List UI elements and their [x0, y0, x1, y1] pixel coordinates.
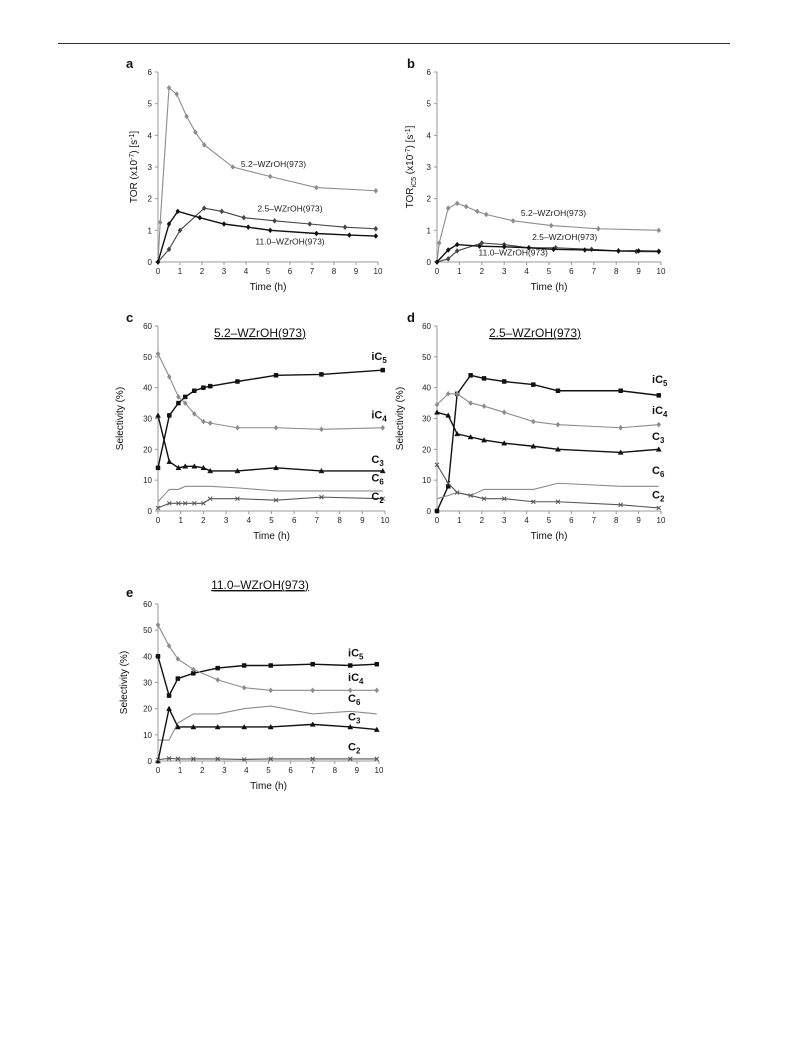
- series-line: [158, 415, 383, 471]
- series-ic4: [435, 391, 668, 430]
- y-tick-label: 1: [147, 226, 152, 236]
- x-tick-label: 7: [591, 267, 597, 276]
- data-point: [274, 425, 278, 430]
- series-label: $iC_5$: [371, 350, 387, 365]
- series-label: $iC_4$: [371, 409, 387, 424]
- x-tick-label: 0: [155, 267, 161, 276]
- series-c6: [158, 693, 377, 740]
- series-label: $iC_5$: [652, 374, 668, 389]
- y-tick-label: 20: [422, 445, 431, 455]
- series-line: [158, 497, 383, 508]
- x-tick-label: 1: [177, 267, 183, 276]
- data-point: [657, 393, 661, 397]
- x-tick-label: 2: [199, 766, 205, 775]
- panel-e: [119, 578, 384, 792]
- x-tick-label: 8: [613, 267, 619, 276]
- y-tick-label: 20: [143, 445, 152, 455]
- data-point: [167, 706, 172, 711]
- y-tick-label: 6: [147, 68, 152, 77]
- x-tick-label: 3: [221, 267, 227, 276]
- data-point: [482, 404, 486, 409]
- data-point: [469, 401, 473, 406]
- series-2-5-wzroh-973-: [156, 203, 378, 264]
- data-point: [242, 215, 246, 220]
- x-tick-label: 7: [310, 766, 315, 775]
- data-point: [319, 427, 323, 432]
- x-tick-label: 1: [457, 267, 462, 276]
- y-tick-label: 60: [422, 322, 431, 331]
- data-point: [242, 685, 246, 690]
- x-tick-label: 8: [337, 516, 342, 525]
- data-point: [348, 688, 352, 693]
- data-point: [455, 201, 459, 206]
- y-axis-label: $TOR_{iC5}$ $(x10^{-7})$ $[s^{-1}]$: [405, 125, 418, 209]
- panel-c: [115, 310, 390, 542]
- series-c2: [156, 742, 379, 762]
- series-label: $C_6$: [652, 465, 665, 479]
- x-tick-label: 2: [201, 516, 206, 525]
- panel-title: 11.0–WZrOH(973): [211, 578, 309, 592]
- series-line: [437, 375, 659, 511]
- x-tick-label: 0: [155, 766, 161, 775]
- series-label: $C_6$: [348, 693, 361, 708]
- x-tick-label: 4: [243, 267, 249, 276]
- y-tick-label: 4: [426, 131, 431, 141]
- x-tick-label: 5: [546, 267, 552, 276]
- series-label: 5.2–WZrOH(973): [520, 208, 587, 219]
- x-tick-label: 2: [479, 267, 485, 276]
- x-axis-label: Time (h): [253, 531, 290, 542]
- y-tick-label: 10: [422, 476, 431, 486]
- series-label: $C_3$: [348, 711, 361, 726]
- data-point: [314, 185, 318, 190]
- y-tick-label: 5: [147, 99, 152, 109]
- x-axis-label: Time (h): [250, 781, 287, 792]
- data-point: [347, 233, 351, 238]
- x-tick-label: 7: [309, 267, 315, 276]
- y-axis-label: TOR $(x10^{-7})$ $[s^{-1}]$: [129, 130, 140, 204]
- x-tick-label: 1: [178, 516, 183, 525]
- y-tick-label: 30: [422, 414, 431, 424]
- x-tick-label: 4: [246, 516, 252, 525]
- data-point: [556, 389, 560, 393]
- series-11-0-wzroh-973-: [156, 209, 378, 265]
- x-tick-label: 4: [244, 766, 249, 775]
- x-tick-label: 0: [434, 267, 440, 276]
- y-tick-label: 60: [143, 322, 152, 331]
- data-point: [216, 666, 220, 670]
- x-tick-label: 5: [546, 516, 552, 525]
- x-tick-label: 5: [266, 766, 271, 775]
- series-line: [158, 625, 377, 690]
- series-label: 11.0–WZrOH(973): [478, 247, 548, 258]
- y-tick-label: 5: [426, 99, 431, 109]
- panel-letter: c: [126, 310, 134, 325]
- data-point: [511, 218, 515, 223]
- x-tick-label: 10: [656, 516, 666, 525]
- panel-title: 2.5–WZrOH(973): [488, 326, 582, 340]
- data-point: [596, 226, 600, 231]
- y-tick-label: 40: [422, 383, 431, 393]
- x-tick-label: 3: [501, 267, 507, 276]
- x-tick-label: 4: [524, 267, 529, 276]
- data-point: [374, 226, 378, 231]
- data-point: [590, 247, 594, 252]
- data-point: [374, 234, 378, 239]
- x-tick-label: 9: [360, 516, 365, 525]
- data-point: [657, 228, 661, 233]
- series-line: [158, 354, 383, 430]
- data-point: [619, 389, 623, 393]
- y-tick-label: 30: [143, 414, 152, 424]
- data-point: [375, 662, 379, 666]
- x-tick-label: 10: [374, 766, 384, 775]
- data-point: [437, 241, 441, 246]
- series-ic4: [156, 351, 387, 432]
- data-point: [531, 383, 535, 387]
- y-tick-label: 3: [426, 163, 431, 172]
- panel-b: [405, 56, 666, 293]
- data-point: [464, 204, 468, 209]
- series-line: [158, 758, 377, 759]
- x-tick-label: 8: [331, 267, 337, 276]
- data-point: [531, 419, 535, 424]
- data-point: [167, 694, 171, 698]
- panel-d: [395, 310, 668, 542]
- data-point: [314, 231, 318, 236]
- x-tick-label: 0: [434, 516, 440, 525]
- y-tick-label: 30: [143, 678, 152, 688]
- series-label: $C_6$: [371, 472, 384, 487]
- data-point: [381, 425, 385, 430]
- data-point: [556, 422, 560, 427]
- series-ic4: [156, 622, 379, 692]
- data-point: [156, 413, 161, 418]
- series-label: 2.5–WZrOH(973): [257, 203, 323, 214]
- data-point: [222, 222, 226, 227]
- data-point: [192, 389, 196, 393]
- x-tick-label: 10: [373, 267, 383, 276]
- series-label: $iC_5$: [348, 647, 364, 662]
- data-point: [435, 410, 440, 415]
- data-point: [455, 242, 459, 247]
- x-tick-label: 6: [569, 516, 574, 525]
- data-point: [469, 373, 473, 377]
- y-tick-label: 40: [143, 652, 152, 662]
- y-tick-label: 6: [426, 68, 431, 77]
- series-label: $C_3$: [371, 454, 384, 469]
- x-tick-label: 6: [287, 267, 293, 276]
- x-tick-label: 3: [222, 766, 227, 775]
- data-point: [268, 228, 272, 233]
- x-axis-label: Time (h): [530, 531, 568, 542]
- x-tick-label: 8: [332, 766, 338, 775]
- data-point: [268, 174, 272, 179]
- data-point: [156, 466, 160, 470]
- x-tick-label: 1: [177, 766, 183, 775]
- x-tick-label: 7: [591, 516, 597, 525]
- data-point: [269, 688, 273, 693]
- y-tick-label: 0: [147, 258, 152, 267]
- data-point: [208, 384, 212, 388]
- y-tick-label: 60: [143, 600, 152, 609]
- data-point: [156, 654, 160, 658]
- panel-letter: e: [126, 585, 134, 600]
- x-tick-label: 2: [199, 267, 205, 276]
- panel-a: [126, 56, 383, 293]
- panel-letter: d: [407, 310, 415, 325]
- x-tick-label: 9: [636, 267, 641, 276]
- data-point: [348, 663, 352, 667]
- y-tick-label: 50: [143, 626, 152, 636]
- x-tick-label: 3: [501, 516, 507, 525]
- data-point: [502, 410, 506, 415]
- x-tick-label: 6: [569, 267, 574, 276]
- series-11-0-wzroh-973-: [435, 242, 661, 264]
- y-tick-label: 50: [143, 352, 152, 362]
- data-point: [183, 395, 187, 399]
- series-label: $C_2$: [652, 489, 665, 504]
- x-tick-label: 9: [354, 766, 360, 775]
- x-tick-label: 8: [613, 516, 619, 525]
- data-point: [201, 386, 205, 390]
- x-tick-label: 10: [656, 267, 666, 276]
- series-c3: [156, 706, 380, 763]
- series-c2: [156, 491, 385, 510]
- data-point: [484, 212, 488, 217]
- data-point: [308, 222, 312, 227]
- y-tick-label: 0: [147, 507, 152, 516]
- series-2-5-wzroh-973-: [435, 232, 661, 265]
- data-point: [583, 247, 587, 252]
- data-point: [502, 380, 506, 384]
- x-tick-label: 9: [353, 267, 359, 276]
- data-point: [475, 209, 479, 214]
- data-point: [657, 422, 661, 427]
- x-tick-label: 9: [636, 516, 641, 525]
- series-c6: [437, 465, 665, 499]
- y-tick-label: 3: [147, 163, 152, 172]
- x-tick-label: 5: [269, 516, 274, 525]
- y-axis-label: Selectivity (%): [395, 386, 406, 451]
- series-c3: [435, 410, 665, 455]
- data-point: [273, 218, 277, 223]
- data-point: [235, 425, 239, 430]
- data-point: [158, 220, 162, 225]
- series-line: [437, 394, 659, 428]
- x-axis-label: Time (h): [530, 282, 568, 293]
- y-tick-label: 0: [426, 258, 431, 267]
- series-ic5: [435, 373, 668, 513]
- x-tick-label: 2: [479, 516, 485, 525]
- series-line: [158, 709, 377, 761]
- y-tick-label: 50: [422, 352, 431, 362]
- data-point: [381, 368, 385, 372]
- data-point: [235, 380, 239, 384]
- data-point: [220, 209, 224, 214]
- series-label: $iC_4$: [348, 672, 364, 687]
- panel-letter: a: [126, 56, 134, 71]
- x-tick-label: 1: [457, 516, 462, 525]
- series-line: [158, 706, 377, 740]
- y-tick-label: 2: [426, 194, 431, 204]
- data-point: [375, 688, 379, 693]
- series-label: $C_2$: [348, 741, 361, 756]
- data-point: [311, 688, 315, 693]
- y-tick-label: 20: [143, 704, 152, 714]
- x-tick-label: 0: [155, 516, 161, 525]
- data-point: [246, 225, 250, 230]
- x-tick-label: 4: [524, 516, 529, 525]
- series-c3: [156, 413, 386, 473]
- data-point: [269, 663, 273, 667]
- data-point: [216, 677, 220, 682]
- series-label: $C_2$: [371, 491, 384, 506]
- x-tick-label: 5: [265, 267, 271, 276]
- x-tick-label: 6: [291, 516, 297, 525]
- data-point: [374, 188, 378, 193]
- data-point: [242, 663, 246, 667]
- y-tick-label: 10: [143, 730, 152, 740]
- x-tick-label: 10: [380, 516, 390, 525]
- data-point: [446, 206, 450, 211]
- y-axis-label: Selectivity (%): [115, 386, 126, 451]
- data-point: [482, 376, 486, 380]
- data-point: [549, 223, 553, 228]
- panel-title: 5.2–WZrOH(973): [213, 326, 307, 340]
- y-tick-label: 0: [426, 507, 431, 516]
- x-axis-label: Time (h): [249, 282, 287, 293]
- data-point: [619, 425, 623, 430]
- series-label: 11.0–WZrOH(973): [255, 236, 325, 247]
- y-tick-label: 1: [426, 226, 431, 236]
- data-point: [167, 413, 171, 417]
- y-tick-label: 10: [143, 476, 152, 486]
- series-line: [437, 412, 659, 452]
- data-point: [616, 248, 620, 253]
- data-point: [435, 509, 439, 513]
- data-point: [198, 215, 202, 220]
- data-point: [167, 459, 172, 464]
- data-point: [274, 373, 278, 377]
- series-label: 5.2–WZrOH(973): [240, 159, 307, 169]
- y-tick-label: 0: [147, 757, 152, 766]
- y-tick-label: 4: [147, 131, 152, 141]
- data-point: [176, 677, 180, 681]
- y-axis-label: Selectivity (%): [119, 650, 130, 715]
- y-tick-label: 2: [147, 194, 152, 204]
- data-point: [311, 662, 315, 666]
- y-tick-label: 40: [143, 383, 152, 393]
- data-point: [319, 372, 323, 376]
- x-tick-label: 3: [223, 516, 229, 525]
- x-tick-label: 7: [314, 516, 320, 525]
- data-point: [343, 225, 347, 230]
- series-line: [158, 370, 383, 468]
- x-tick-label: 6: [288, 766, 293, 775]
- data-point: [208, 421, 212, 426]
- series-label: $C_3$: [652, 431, 665, 446]
- data-point: [176, 401, 180, 405]
- series-label: 2.5–WZrOH(973): [532, 231, 598, 242]
- panel-letter: b: [407, 56, 415, 71]
- series-label: $iC_4$: [652, 404, 668, 419]
